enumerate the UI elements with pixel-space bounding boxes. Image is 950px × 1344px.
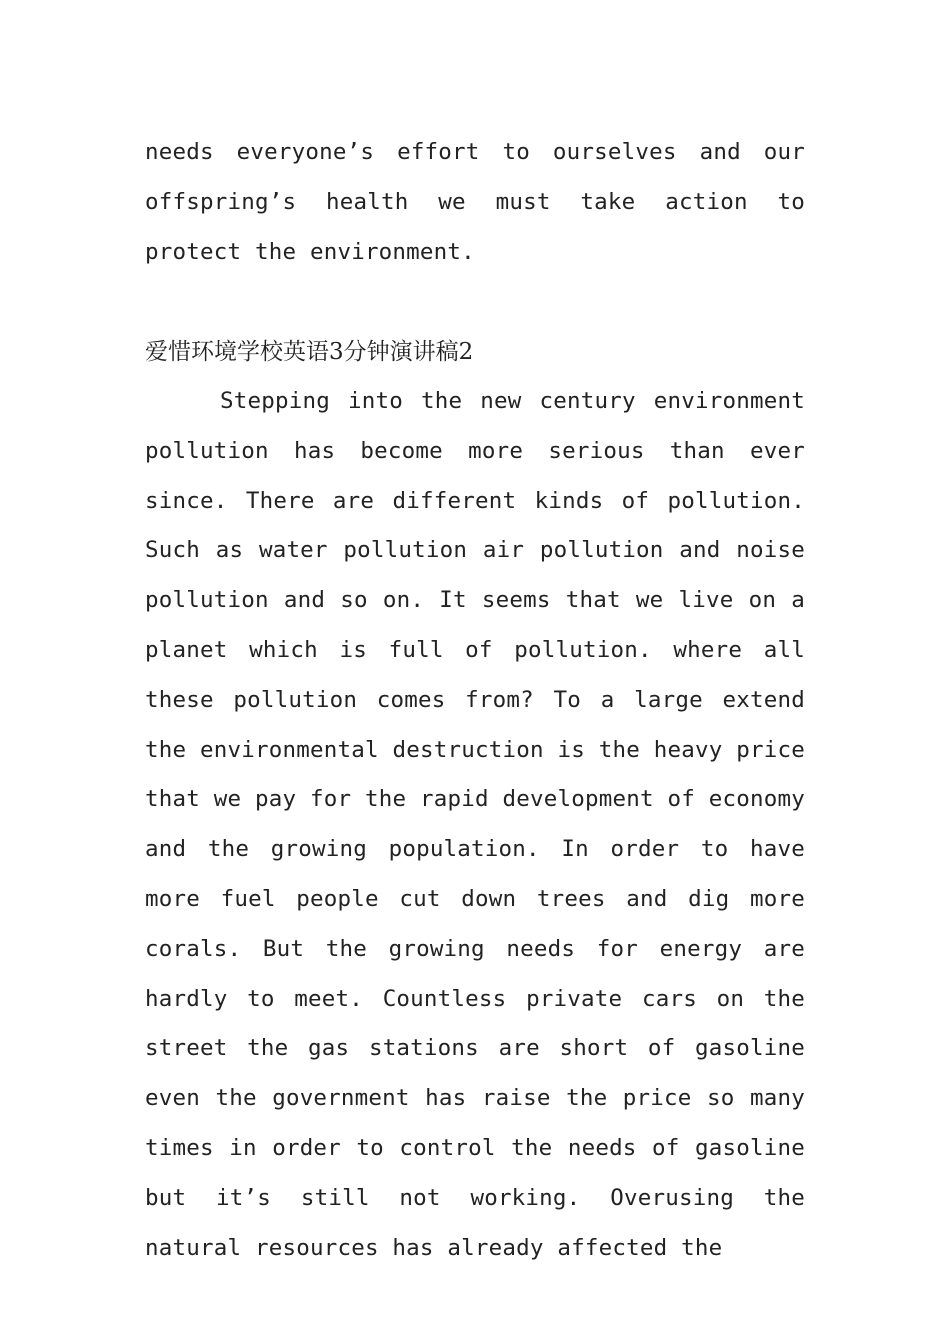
paragraph-continuation: needs everyone’s effort to ourselves and our offspring’s health we must take action to protect the environment. (145, 139, 805, 265)
paragraph-main: Stepping into the new century environment pollution has become more serious than ever since. There are different kinds of pollution. Such as water pollution air pollution and noise pollution and so on. It seems that we live on a planet which is full of pollution. where all these pollution comes from? To a large extend the environmental destruction is the heavy price that we pay for the rapid development of economy and the growing population. In order to have more fuel people cut down trees and dig more corals. But the growing needs for energy are hardly to meet. Countless private cars on the street the gas stations are short of gasoline even the government has raise the price so many times in order to control the needs of gasoline but it’s still not working. Overusing the natural resources has already affected the (145, 388, 805, 1261)
section-heading: 爱惜环境学校英语3分钟演讲稿2 (145, 339, 474, 365)
